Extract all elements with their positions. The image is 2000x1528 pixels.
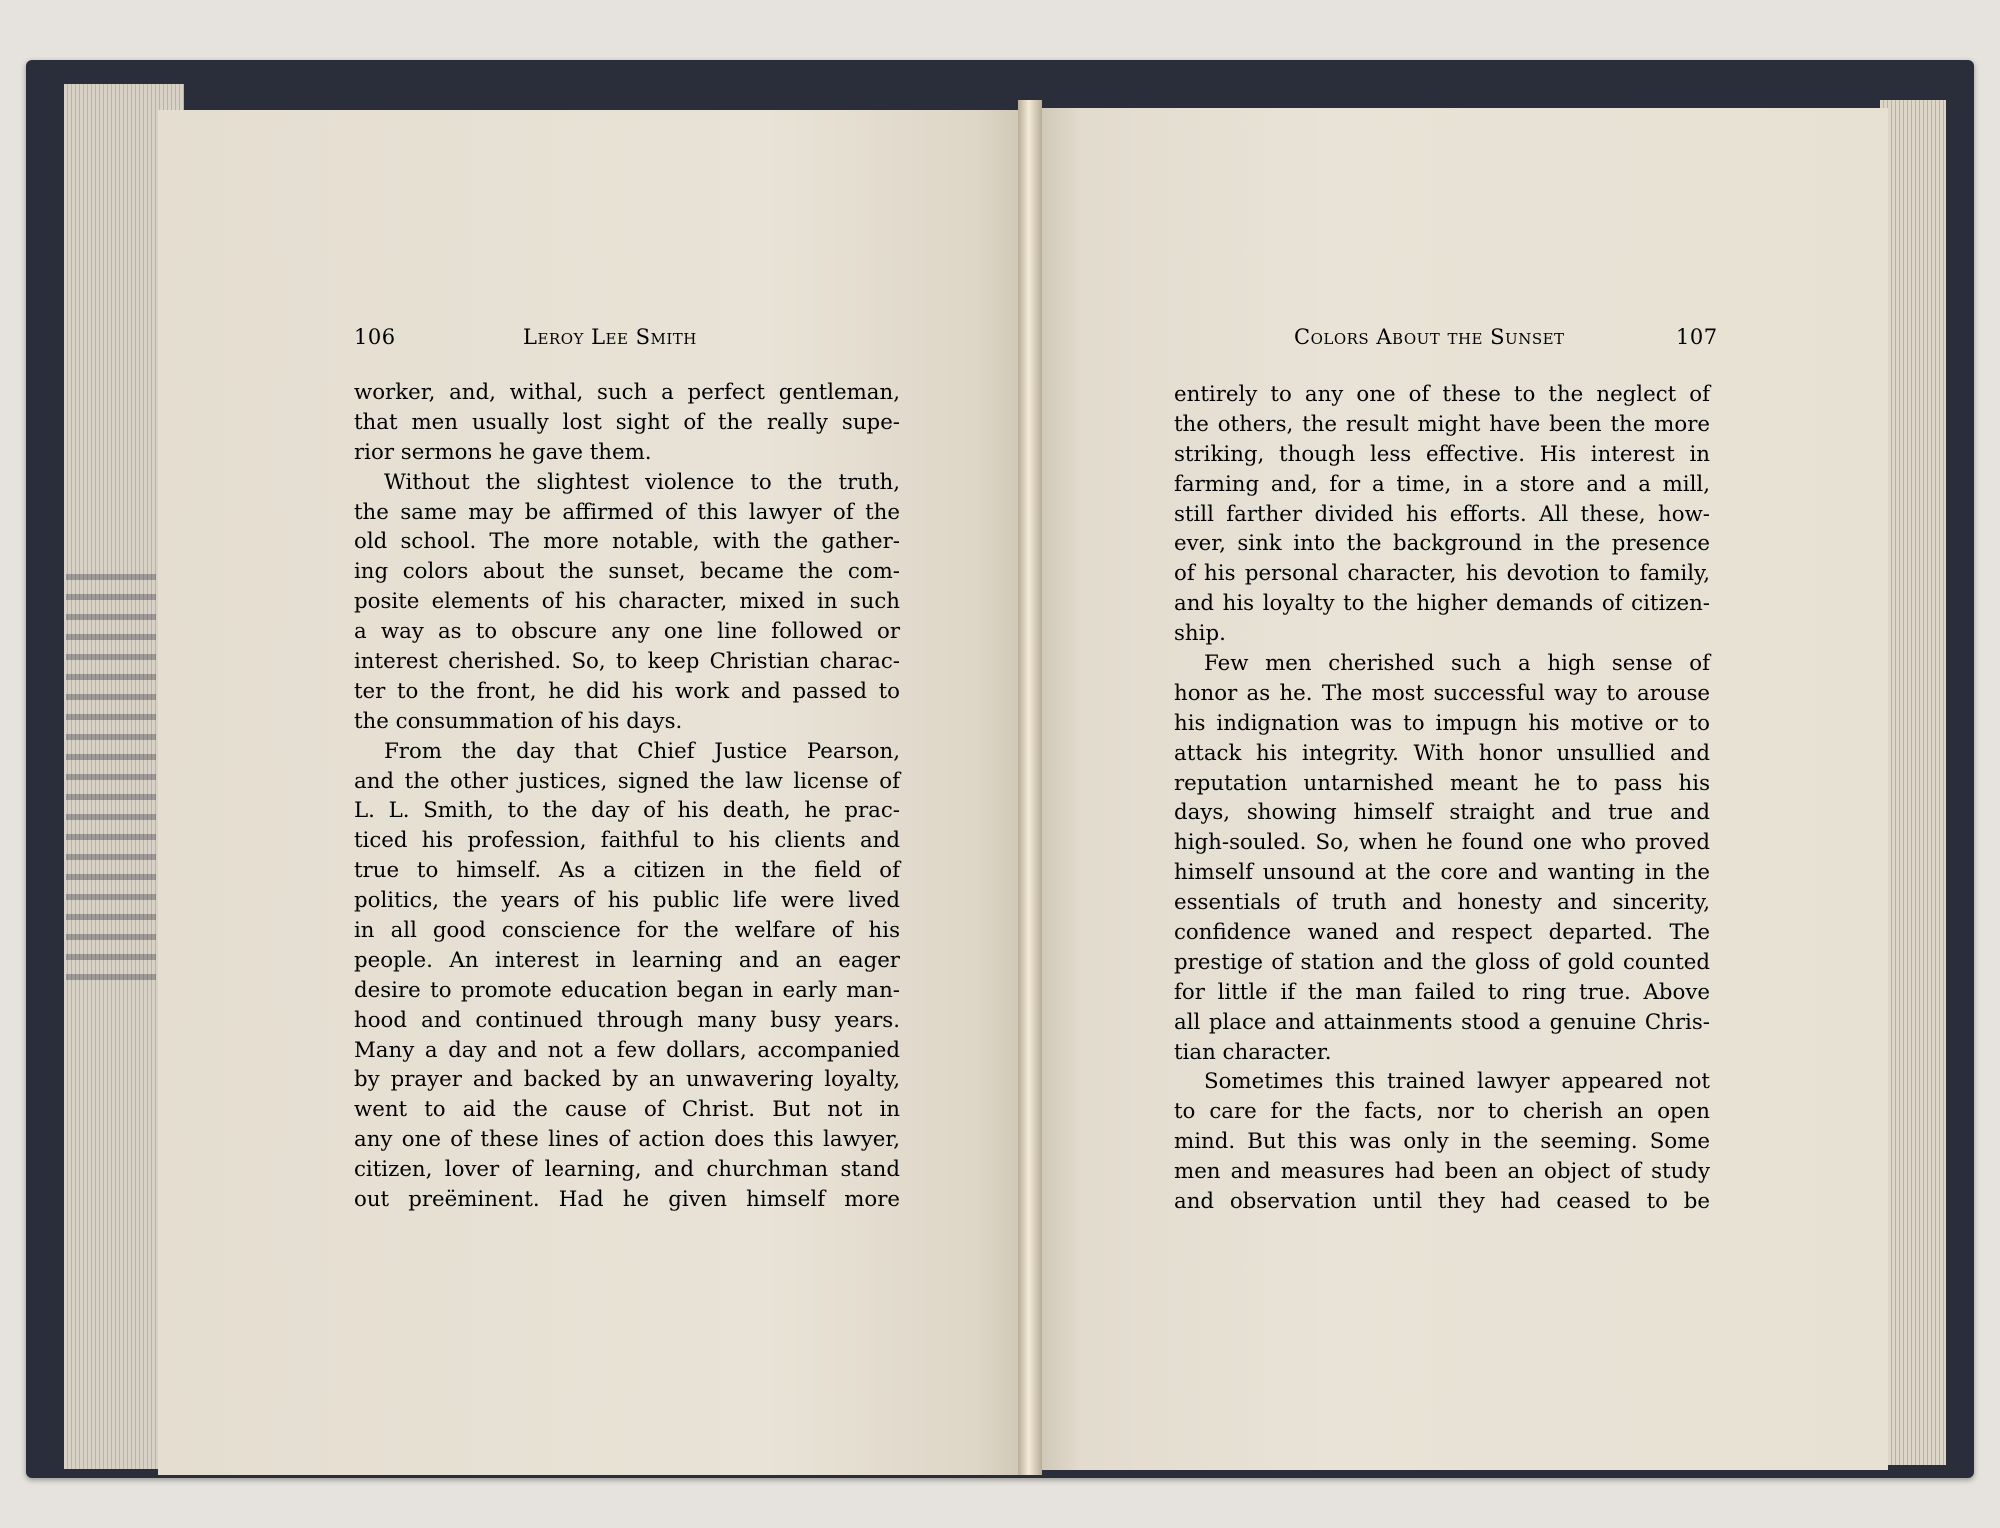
- book-gutter: [1018, 100, 1042, 1475]
- text-line: honor as he. The most successful way to arouse: [1174, 680, 1710, 706]
- left-page-body: [354, 378, 900, 1215]
- text-line: and his loyalty to the higher demands of citizen-: [1174, 591, 1710, 617]
- text-line: ticed his profession, faithful to his clients and: [354, 828, 900, 854]
- text-line: that men usually lost sight of the really supe-: [354, 409, 900, 435]
- text-line: in all good conscience for the welfare of his: [354, 918, 900, 944]
- text-line: entirely to any one of these to the neglect of: [1174, 382, 1710, 407]
- text-line: himself unsound at the core and wanting in the: [1174, 860, 1710, 886]
- text-line: out preëminent. Had he given himself more: [354, 1187, 900, 1213]
- text-line: rior sermons he gave them.: [354, 439, 652, 465]
- text-line: and observation until they had ceased to be: [1174, 1189, 1710, 1215]
- text-line: Without the slightest violence to the truth,: [384, 469, 900, 495]
- text-line: true to himself. As a citizen in the field of: [354, 858, 900, 884]
- text-line: the consummation of his days.: [354, 708, 683, 734]
- right-page-body: [1174, 380, 1710, 1217]
- text-line: the others, the result might have been the more: [1174, 411, 1710, 437]
- left-page-number: 106: [354, 325, 396, 349]
- text-line: Few men cherished such a high sense of: [1204, 651, 1710, 677]
- text-line: From the day that Chief Justice Pearson,: [384, 738, 900, 764]
- text-line: attack his integrity. With honor unsullied and: [1174, 740, 1710, 766]
- right-page-edges: [1880, 100, 1946, 1465]
- text-line: by prayer and backed by an unwavering loyalty,: [354, 1067, 900, 1093]
- text-line: for little if the man failed to ring true. Above: [1174, 979, 1710, 1005]
- text-line: mind. But this was only in the seeming. Some: [1174, 1129, 1710, 1155]
- text-line: ship.: [1174, 621, 1226, 647]
- text-line: the same may be affirmed of this lawyer of the: [354, 499, 900, 525]
- text-line: went to aid the cause of Christ. But not in: [354, 1097, 900, 1123]
- text-line: confidence waned and respect departed. The: [1174, 920, 1710, 946]
- right-page-number: 107: [1676, 325, 1718, 349]
- text-line: tian character.: [1174, 1039, 1332, 1065]
- right-running-head: Colors About the Sunset: [1294, 325, 1565, 349]
- text-line: people. An interest in learning and an eager: [354, 947, 900, 973]
- text-line: Sometimes this trained lawyer appeared not: [1204, 1069, 1710, 1095]
- text-line: reputation untarnished meant he to pass his: [1174, 770, 1710, 796]
- text-line: desire to promote education began in early man-: [354, 977, 900, 1003]
- text-line: citizen, lover of learning, and churchman stand: [354, 1157, 900, 1183]
- text-line: worker, and, withal, such a perfect gentleman,: [354, 380, 900, 405]
- text-line: ter to the front, he did his work and passed to: [354, 678, 900, 704]
- text-line: any one of these lines of action does this lawyer,: [354, 1127, 900, 1153]
- text-line: to care for the facts, nor to cherish an open: [1174, 1099, 1710, 1125]
- text-line: a way as to obscure any one line followed or: [354, 619, 900, 645]
- left-running-head: Leroy Lee Smith: [523, 325, 697, 349]
- text-line: striking, though less effective. His interest in: [1174, 441, 1710, 467]
- text-line: days, showing himself straight and true and: [1174, 800, 1710, 826]
- text-line: old school. The more notable, with the gather-: [354, 529, 900, 555]
- text-line: prestige of station and the gloss of gold counted: [1174, 949, 1710, 975]
- text-line: posite elements of his character, mixed in such: [354, 589, 900, 615]
- text-line: high-souled. So, when he found one who proved: [1174, 830, 1710, 856]
- text-line: interest cherished. So, to keep Christian charac-: [354, 649, 900, 675]
- text-line: farming and, for a time, in a store and a mill,: [1174, 471, 1710, 497]
- text-line: still farther divided his efforts. All these, how-: [1174, 501, 1710, 527]
- text-line: hood and continued through many busy years.: [354, 1007, 900, 1033]
- text-line: his indignation was to impugn his motive or to: [1174, 710, 1710, 736]
- text-line: and the other justices, signed the law license of: [354, 768, 900, 794]
- text-line: politics, the years of his public life were lived: [354, 888, 900, 914]
- page-edge-stamp-marks: [66, 560, 156, 980]
- text-line: ing colors about the sunset, became the com-: [354, 559, 900, 585]
- text-line: essentials of truth and honesty and sincerity,: [1174, 890, 1710, 916]
- text-line: of his personal character, his devotion to family,: [1174, 561, 1710, 587]
- text-line: all place and attainments stood a genuine Chris-: [1174, 1009, 1710, 1035]
- text-line: ever, sink into the background in the presence: [1174, 531, 1710, 557]
- text-line: men and measures had been an object of study: [1174, 1159, 1710, 1185]
- text-line: Many a day and not a few dollars, accompanied: [354, 1037, 900, 1063]
- text-line: L. L. Smith, to the day of his death, he prac-: [354, 798, 900, 824]
